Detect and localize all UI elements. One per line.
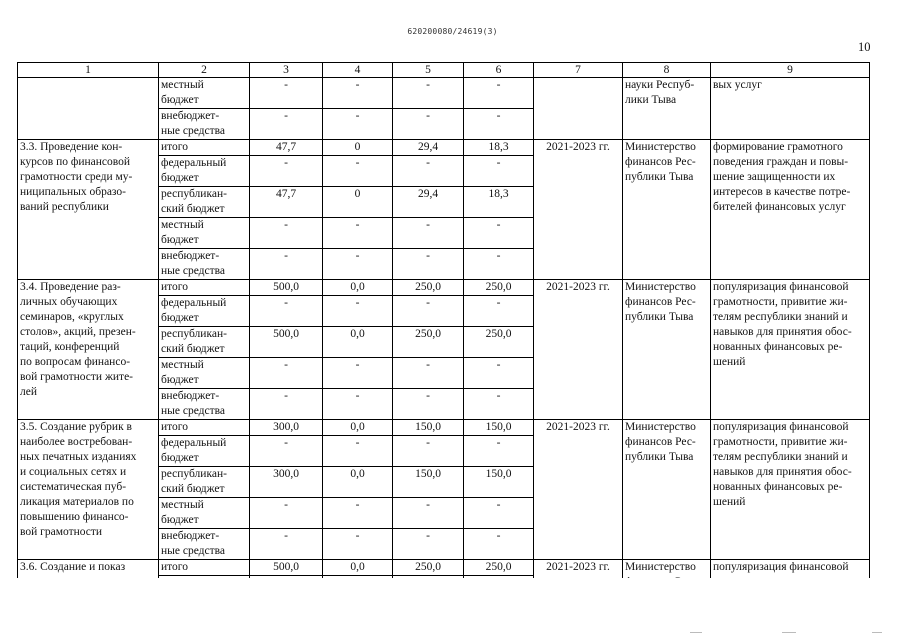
fund-source-cell: итого bbox=[159, 420, 250, 436]
header-cell: 2 bbox=[159, 63, 250, 78]
header-cell: 4 bbox=[323, 63, 393, 78]
scan-mark bbox=[690, 632, 702, 635]
value-cell: - bbox=[393, 358, 464, 389]
value-cell: 500,0 bbox=[250, 327, 323, 358]
period-cell: 2021-2023 гг. bbox=[534, 280, 623, 420]
value-cell: - bbox=[323, 296, 393, 327]
value-cell: - bbox=[464, 358, 534, 389]
value-cell: 29,4 bbox=[393, 140, 464, 156]
value-cell: - bbox=[323, 358, 393, 389]
value-cell: 250,0 bbox=[464, 560, 534, 576]
value-cell: - bbox=[250, 156, 323, 187]
period-cell: 2021-2023 гг. bbox=[534, 420, 623, 560]
header-cell: 1 bbox=[18, 63, 159, 78]
result-cell: популяризация финансовой bbox=[711, 560, 870, 605]
value-cell: - bbox=[250, 296, 323, 327]
page-bottom-margin bbox=[0, 578, 905, 640]
value-cell: - bbox=[393, 156, 464, 187]
value-cell: - bbox=[464, 109, 534, 140]
fund-source-cell: местный бюджет bbox=[159, 498, 250, 529]
value-cell: 0,0 bbox=[323, 420, 393, 436]
document-id: 620200080/24619(3) bbox=[407, 27, 498, 36]
value-cell: 47,7 bbox=[250, 187, 323, 218]
value-cell: - bbox=[393, 296, 464, 327]
value-cell: 47,7 bbox=[250, 140, 323, 156]
value-cell: - bbox=[393, 389, 464, 420]
executor-cell: Министерство финансов Рес- публики Тыва bbox=[623, 280, 711, 420]
value-cell: - bbox=[323, 249, 393, 280]
value-cell: - bbox=[323, 78, 393, 109]
value-cell: - bbox=[323, 156, 393, 187]
value-cell: - bbox=[323, 389, 393, 420]
item-cell-empty bbox=[18, 78, 159, 140]
executor-cell: Министерство финансов Рес- публики Тыва bbox=[623, 420, 711, 560]
value-cell: - bbox=[464, 498, 534, 529]
value-cell: 500,0 bbox=[250, 280, 323, 296]
value-cell: - bbox=[464, 529, 534, 560]
activity-cell: 3.4. Проведение раз- личных обучающих семинаров, «круглых столов», акций, презен- таций, конференций по вопросам финансо- вой грамотности жите- лей bbox=[18, 280, 159, 420]
page-number: 10 bbox=[858, 40, 871, 54]
value-cell: - bbox=[250, 389, 323, 420]
fund-source-cell: местный бюджет bbox=[159, 218, 250, 249]
value-cell: - bbox=[464, 78, 534, 109]
value-cell: 250,0 bbox=[393, 560, 464, 576]
value-cell: - bbox=[250, 436, 323, 467]
fund-source-cell: федеральный бюджет bbox=[159, 296, 250, 327]
result-cell: популяризация финансовой грамотности, привитие жи- телям республики знаний и навыков для принятия обос- нованных финансовых ре- шений bbox=[711, 420, 870, 560]
value-cell: 0 bbox=[323, 187, 393, 218]
fund-source-cell: итого bbox=[159, 140, 250, 156]
table-body bbox=[18, 63, 870, 605]
fund-source-cell: итого bbox=[159, 280, 250, 296]
header-row bbox=[18, 63, 870, 78]
header-cell: 5 bbox=[393, 63, 464, 78]
value-cell: - bbox=[393, 109, 464, 140]
fund-source-cell: внебюджет- ные средства bbox=[159, 109, 250, 140]
value-cell: - bbox=[393, 529, 464, 560]
fund-source-cell: итого bbox=[159, 560, 250, 576]
value-cell: 250,0 bbox=[393, 327, 464, 358]
value-cell: 0,0 bbox=[323, 327, 393, 358]
value-cell: 150,0 bbox=[464, 467, 534, 498]
table-row bbox=[18, 280, 870, 296]
table-row bbox=[18, 560, 870, 576]
fund-source-cell: внебюджет- ные средства bbox=[159, 389, 250, 420]
value-cell: 0,0 bbox=[323, 560, 393, 576]
header-cell: 8 bbox=[623, 63, 711, 78]
value-cell: 150,0 bbox=[393, 420, 464, 436]
value-cell: 300,0 bbox=[250, 467, 323, 498]
value-cell: 150,0 bbox=[464, 420, 534, 436]
value-cell: - bbox=[250, 78, 323, 109]
result-cell: вых услуг bbox=[711, 78, 870, 140]
period-cell: 2021-2023 гг. bbox=[534, 140, 623, 280]
value-cell: - bbox=[464, 156, 534, 187]
value-cell: 0 bbox=[323, 140, 393, 156]
value-cell: - bbox=[393, 218, 464, 249]
value-cell: 29,4 bbox=[393, 187, 464, 218]
fund-source-cell: республикан- ский бюджет bbox=[159, 467, 250, 498]
value-cell: 18,3 bbox=[464, 140, 534, 156]
result-cell: популяризация финансовой грамотности, привитие жи- телям республики знаний и навыков для принятия обос- нованных финансовых ре- шений bbox=[711, 280, 870, 420]
table-row bbox=[18, 420, 870, 436]
activity-cell: 3.6. Создание и показ bbox=[18, 560, 159, 605]
period-cell: 2021-2023 гг. bbox=[534, 560, 623, 605]
result-cell: формирование грамотного поведения граждан и повы- шение защищенности их интересов в качестве потре- бителей финансовых услуг bbox=[711, 140, 870, 280]
value-cell: 500,0 bbox=[250, 560, 323, 576]
value-cell: 0,0 bbox=[323, 467, 393, 498]
value-cell: 150,0 bbox=[393, 467, 464, 498]
value-cell: - bbox=[250, 498, 323, 529]
program-activities-table bbox=[17, 62, 870, 605]
value-cell: - bbox=[464, 249, 534, 280]
value-cell: - bbox=[393, 249, 464, 280]
value-cell: - bbox=[464, 218, 534, 249]
fund-source-cell: внебюджет- ные средства bbox=[159, 529, 250, 560]
period-cell-empty bbox=[534, 78, 623, 140]
fund-source-cell: местный бюджет bbox=[159, 78, 250, 109]
value-cell: - bbox=[393, 78, 464, 109]
fund-source-cell: внебюджет- ные средства bbox=[159, 249, 250, 280]
value-cell: 250,0 bbox=[464, 327, 534, 358]
value-cell: 300,0 bbox=[250, 420, 323, 436]
fund-source-cell: федеральный бюджет bbox=[159, 436, 250, 467]
value-cell: - bbox=[464, 389, 534, 420]
value-cell: - bbox=[250, 109, 323, 140]
executor-cell: Министерство bbox=[623, 560, 711, 605]
value-cell: 250,0 bbox=[464, 280, 534, 296]
activity-cell: 3.3. Проведение кон- курсов по финансовой грамотности среди му- ниципальных образо- ваний республики bbox=[18, 140, 159, 280]
value-cell: - bbox=[393, 498, 464, 529]
executor-cell: науки Респуб- лики Тыва bbox=[623, 78, 711, 140]
header-cell: 6 bbox=[464, 63, 534, 78]
fund-source-cell: федеральный бюджет bbox=[159, 156, 250, 187]
scan-mark bbox=[872, 632, 882, 635]
value-cell: 250,0 bbox=[393, 280, 464, 296]
value-cell: - bbox=[250, 249, 323, 280]
table-row bbox=[18, 140, 870, 156]
fund-source-cell: местный бюджет bbox=[159, 358, 250, 389]
value-cell: 18,3 bbox=[464, 187, 534, 218]
value-cell: - bbox=[323, 218, 393, 249]
value-cell: - bbox=[323, 436, 393, 467]
fund-source-cell: республикан- ский бюджет bbox=[159, 187, 250, 218]
fund-source-cell: республикан- ский бюджет bbox=[159, 327, 250, 358]
value-cell: - bbox=[323, 109, 393, 140]
activity-cell: 3.5. Создание рубрик в наиболее востребован- ных печатных изданиях и социальных сетях и систематическая пуб- ликация материалов по повышению финансо- вой грамотности bbox=[18, 420, 159, 560]
value-cell: - bbox=[323, 529, 393, 560]
executor-cell: Министерство финансов Рес- публики Тыва bbox=[623, 140, 711, 280]
value-cell: - bbox=[393, 436, 464, 467]
header-cell: 3 bbox=[250, 63, 323, 78]
header-cell: 9 bbox=[711, 63, 870, 78]
value-cell: - bbox=[250, 218, 323, 249]
value-cell: 0,0 bbox=[323, 280, 393, 296]
value-cell: - bbox=[323, 498, 393, 529]
value-cell: - bbox=[464, 296, 534, 327]
header-cell: 7 bbox=[534, 63, 623, 78]
value-cell: - bbox=[250, 529, 323, 560]
value-cell: - bbox=[464, 436, 534, 467]
continuation-row bbox=[18, 78, 870, 109]
value-cell: - bbox=[250, 358, 323, 389]
scan-mark bbox=[782, 632, 796, 635]
